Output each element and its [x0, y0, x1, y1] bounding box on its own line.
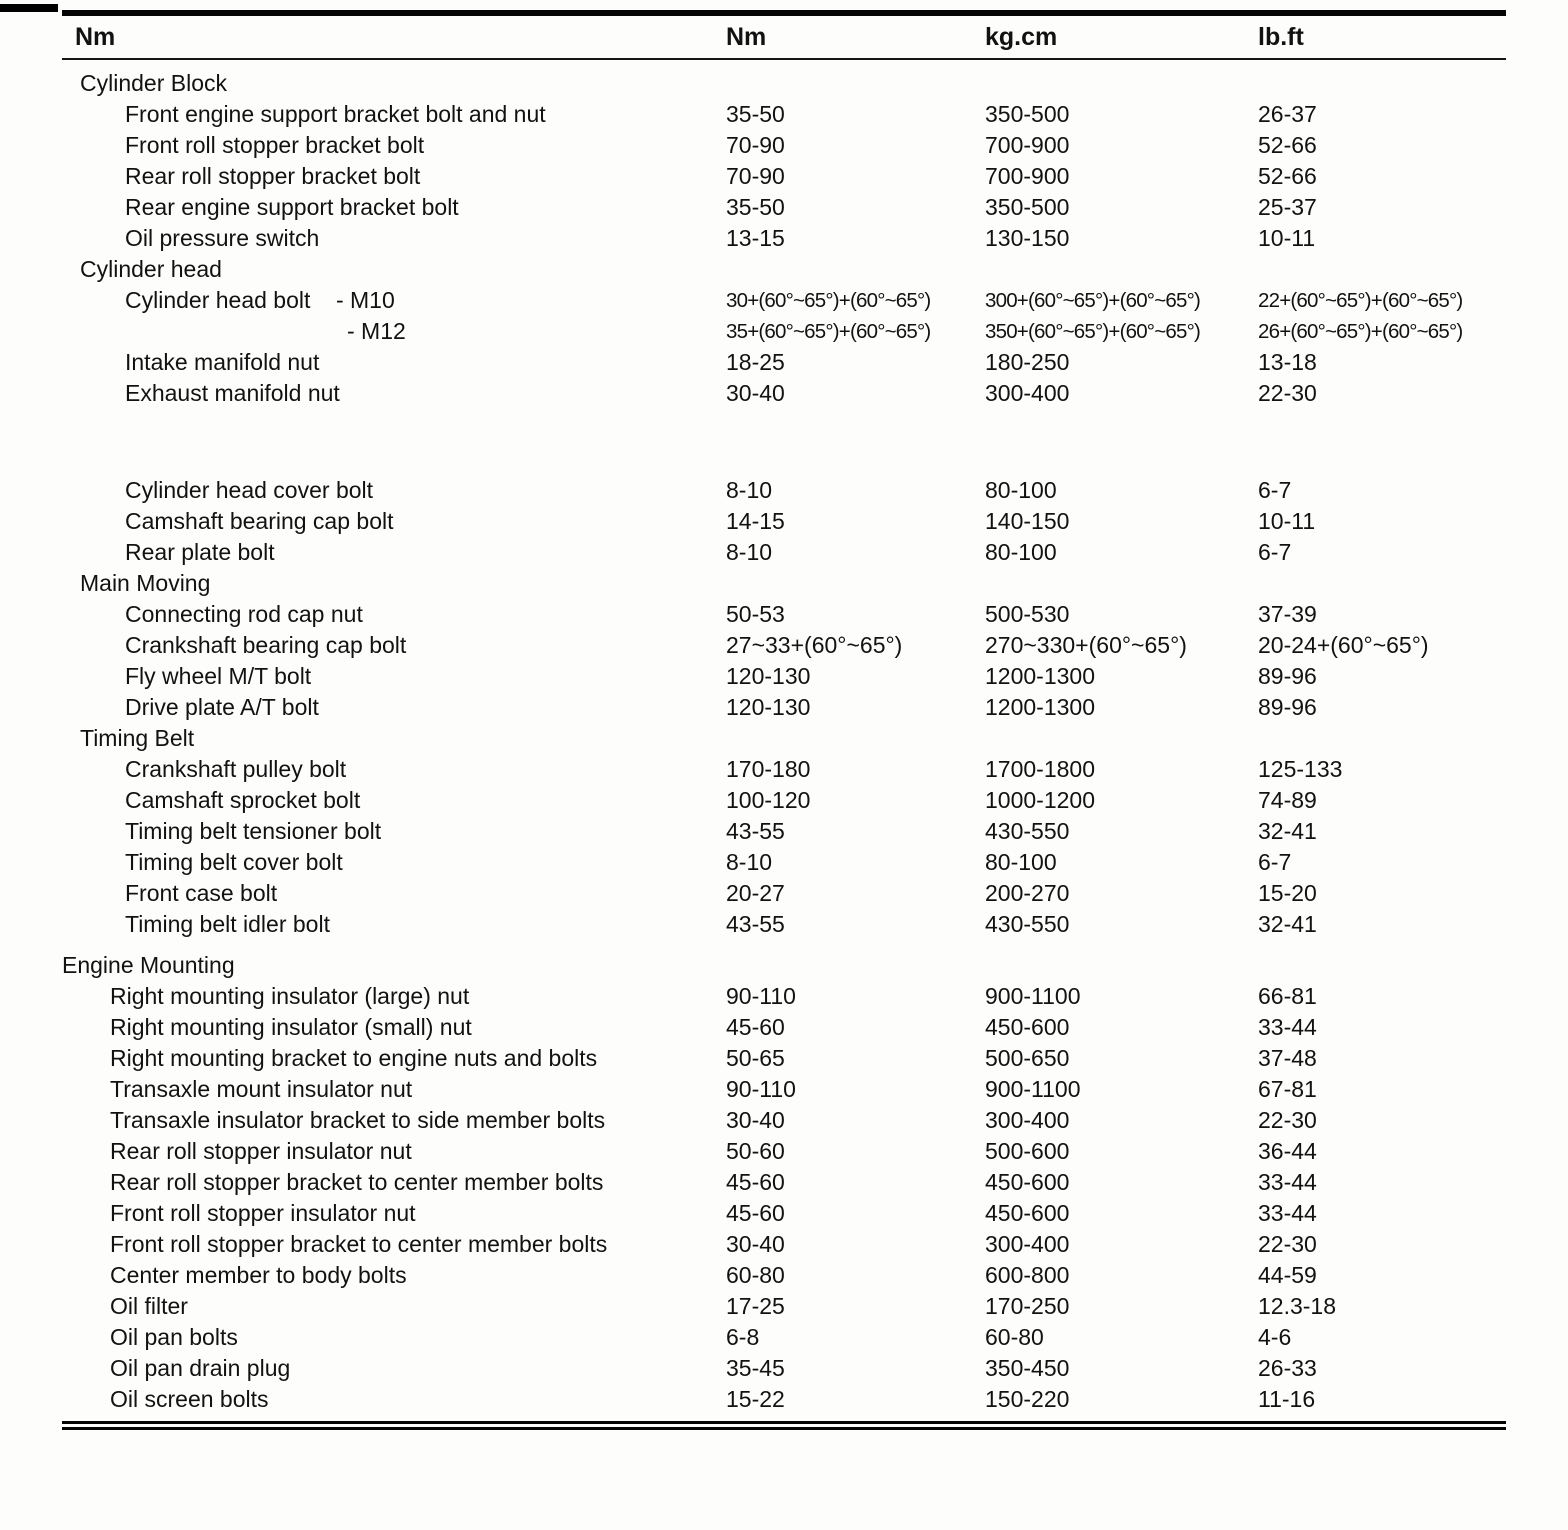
row-label: Front roll stopper insulator nut [110, 1200, 416, 1226]
value-nm: 30+(60°~65°)+(60°~65°) [726, 289, 931, 312]
row-label: Front roll stopper bracket bolt [125, 132, 425, 158]
table-row [62, 1322, 1506, 1353]
value-lbft: 37-39 [1258, 601, 1317, 627]
value-nm: 43-55 [726, 818, 785, 844]
value-kgcm: 700-900 [985, 163, 1070, 189]
table-row [62, 1198, 1506, 1229]
value-kgcm: 450-600 [985, 1169, 1070, 1195]
header-lbft-column: lb.ft [1258, 22, 1304, 51]
row-label: Front engine support bracket bolt and nut [125, 101, 546, 127]
header-nm-column: Nm [726, 22, 767, 51]
value-lbft: 52-66 [1258, 163, 1317, 189]
value-nm: 45-60 [726, 1169, 785, 1195]
table-row [62, 223, 1506, 254]
value-kgcm: 1000-1200 [985, 787, 1095, 813]
value-lbft: 12.3-18 [1258, 1293, 1337, 1319]
value-nm: 8-10 [726, 539, 773, 565]
row-label: Cylinder head cover bolt [125, 477, 374, 503]
table-row [62, 599, 1506, 630]
value-nm: 120-130 [726, 694, 811, 720]
value-kgcm: 500-600 [985, 1138, 1070, 1164]
value-lbft: 22-30 [1258, 1231, 1317, 1257]
table-row [62, 1384, 1506, 1415]
value-nm: 30-40 [726, 380, 785, 406]
row-label: Center member to body bolts [110, 1262, 407, 1288]
value-kgcm: 300-400 [985, 1231, 1070, 1257]
table-row [62, 537, 1506, 568]
value-nm: 35-50 [726, 101, 785, 127]
row-label: Intake manifold nut [125, 349, 320, 375]
table-header-row [62, 16, 1506, 58]
value-lbft: 32-41 [1258, 911, 1317, 937]
value-lbft: 13-18 [1258, 349, 1317, 375]
row-label: Oil pressure switch [125, 225, 320, 251]
value-nm: 8-10 [726, 849, 773, 875]
section-label: Cylinder head [80, 256, 222, 282]
value-nm: 50-53 [726, 601, 785, 627]
value-lbft: 26-37 [1258, 101, 1317, 127]
section-row [62, 950, 1506, 981]
section-label: Engine Mounting [62, 952, 235, 978]
value-kgcm: 80-100 [985, 849, 1057, 875]
value-kgcm: 1200-1300 [985, 663, 1095, 689]
table-row [62, 909, 1506, 940]
row-label: Timing belt cover bolt [125, 849, 343, 875]
table-row [62, 661, 1506, 692]
table-row [62, 878, 1506, 909]
value-nm: 43-55 [726, 911, 785, 937]
row-label: Crankshaft bearing cap bolt [125, 632, 407, 658]
value-lbft: 26+(60°~65°)+(60°~65°) [1258, 320, 1463, 343]
value-kgcm: 170-250 [985, 1293, 1070, 1319]
value-nm: 30-40 [726, 1107, 785, 1133]
table-row [62, 475, 1506, 506]
table-row [62, 816, 1506, 847]
value-lbft: 26-33 [1258, 1355, 1317, 1381]
row-label: Timing belt tensioner bolt [125, 818, 382, 844]
value-kgcm: 350-500 [985, 194, 1070, 220]
value-kgcm: 700-900 [985, 132, 1070, 158]
value-kgcm: 300-400 [985, 1107, 1070, 1133]
value-kgcm: 150-220 [985, 1386, 1070, 1412]
row-label: Camshaft sprocket bolt [125, 787, 361, 813]
value-nm: 27~33+(60°~65°) [726, 632, 903, 658]
value-nm: 30-40 [726, 1231, 785, 1257]
table-row [62, 161, 1506, 192]
value-lbft: 36-44 [1258, 1138, 1317, 1164]
value-lbft: 33-44 [1258, 1014, 1317, 1040]
value-lbft: 89-96 [1258, 694, 1317, 720]
table-row [62, 506, 1506, 537]
value-nm: 35-50 [726, 194, 785, 220]
scan-artifact [0, 4, 58, 12]
table-row [62, 630, 1506, 661]
row-label: Front roll stopper bracket to center member bolts [110, 1231, 608, 1257]
value-kgcm: 130-150 [985, 225, 1070, 251]
value-kgcm: 430-550 [985, 911, 1070, 937]
value-lbft: 67-81 [1258, 1076, 1317, 1102]
row-label: Oil pan drain plug [110, 1355, 291, 1381]
value-nm: 70-90 [726, 163, 785, 189]
row-label: Connecting rod cap nut [125, 601, 363, 627]
value-lbft: 6-7 [1258, 477, 1292, 503]
table-row [62, 1105, 1506, 1136]
value-lbft: 66-81 [1258, 983, 1317, 1009]
torque-spec-table-body [62, 68, 1506, 1415]
value-kgcm: 450-600 [985, 1200, 1070, 1226]
value-kgcm: 140-150 [985, 508, 1070, 534]
value-nm: 6-8 [726, 1324, 760, 1350]
value-nm: 18-25 [726, 349, 785, 375]
value-kgcm: 60-80 [985, 1324, 1044, 1350]
value-lbft: 4-6 [1258, 1324, 1292, 1350]
section-row [62, 568, 1506, 599]
value-kgcm: 80-100 [985, 477, 1057, 503]
value-kgcm: 300-400 [985, 380, 1070, 406]
table-row [62, 99, 1506, 130]
value-nm: 70-90 [726, 132, 785, 158]
value-kgcm: 80-100 [985, 539, 1057, 565]
table-row [62, 1353, 1506, 1384]
row-label: Rear roll stopper bracket bolt [125, 163, 421, 189]
header-kgcm-column: kg.cm [985, 22, 1058, 51]
row-label: Transaxle mount insulator nut [110, 1076, 413, 1102]
row-label: Right mounting insulator (large) nut [110, 983, 470, 1009]
value-nm: 45-60 [726, 1014, 785, 1040]
value-lbft: 22+(60°~65°)+(60°~65°) [1258, 289, 1463, 312]
value-kgcm: 450-600 [985, 1014, 1070, 1040]
table-row [62, 847, 1506, 878]
value-lbft: 10-11 [1258, 508, 1316, 534]
value-lbft: 6-7 [1258, 539, 1292, 565]
value-lbft: 33-44 [1258, 1169, 1317, 1195]
value-nm: 14-15 [726, 508, 785, 534]
value-nm: 170-180 [726, 756, 811, 782]
value-nm: 50-60 [726, 1138, 785, 1164]
value-lbft: 74-89 [1258, 787, 1317, 813]
value-nm: 45-60 [726, 1200, 785, 1226]
table-row [62, 981, 1506, 1012]
spacer-row [62, 409, 1506, 475]
row-label: Rear plate bolt [125, 539, 275, 565]
value-nm: 8-10 [726, 477, 773, 503]
value-nm: 60-80 [726, 1262, 785, 1288]
value-lbft: 33-44 [1258, 1200, 1317, 1226]
row-label: Transaxle insulator bracket to side member bolts [110, 1107, 606, 1133]
value-nm: 90-110 [726, 1076, 796, 1102]
value-nm: 15-22 [726, 1386, 785, 1412]
table-row [62, 1074, 1506, 1105]
row-label: Rear engine support bracket bolt [125, 194, 459, 220]
value-lbft: 125-133 [1258, 756, 1343, 782]
value-lbft: 37-48 [1258, 1045, 1317, 1071]
value-nm: 90-110 [726, 983, 796, 1009]
table-row [62, 130, 1506, 161]
table-row [62, 347, 1506, 378]
section-row [62, 723, 1506, 754]
table-row [62, 1229, 1506, 1260]
value-kgcm: 300+(60°~65°)+(60°~65°) [985, 289, 1200, 312]
value-kgcm: 350+(60°~65°)+(60°~65°) [985, 320, 1200, 343]
table-bottom-rule [62, 1421, 1506, 1430]
row-label: Right mounting insulator (small) nut [110, 1014, 472, 1040]
value-lbft: 10-11 [1258, 225, 1316, 251]
value-kgcm: 500-650 [985, 1045, 1070, 1071]
value-kgcm: 1200-1300 [985, 694, 1095, 720]
value-nm: 35+(60°~65°)+(60°~65°) [726, 320, 931, 343]
section-label: Cylinder Block [80, 70, 227, 96]
table-row [62, 754, 1506, 785]
row-label: Oil filter [110, 1293, 188, 1319]
section-row [62, 254, 1506, 285]
table-row [62, 1012, 1506, 1043]
section-label: Timing Belt [80, 725, 195, 751]
value-lbft: 20-24+(60°~65°) [1258, 632, 1429, 658]
value-kgcm: 200-270 [985, 880, 1070, 906]
value-kgcm: 1700-1800 [985, 756, 1095, 782]
row-label: Exhaust manifold nut [125, 380, 340, 406]
value-lbft: 32-41 [1258, 818, 1317, 844]
value-lbft: 11-16 [1258, 1386, 1316, 1412]
value-kgcm: 900-1100 [985, 983, 1081, 1009]
table-row [62, 192, 1506, 223]
row-label: Fly wheel M/T bolt [125, 663, 312, 689]
value-kgcm: 270~330+(60°~65°) [985, 632, 1187, 658]
value-nm: 17-25 [726, 1293, 785, 1319]
value-lbft: 44-59 [1258, 1262, 1317, 1288]
value-lbft: 22-30 [1258, 380, 1317, 406]
section-row [62, 68, 1506, 99]
value-lbft: 6-7 [1258, 849, 1292, 875]
table-row [62, 1167, 1506, 1198]
row-label: Rear roll stopper bracket to center member bolts [110, 1169, 604, 1195]
table-row [62, 316, 1506, 347]
row-label: Oil screen bolts [110, 1386, 269, 1412]
table-row [62, 285, 1506, 316]
value-nm: 120-130 [726, 663, 811, 689]
value-lbft: 52-66 [1258, 132, 1317, 158]
value-kgcm: 350-450 [985, 1355, 1070, 1381]
row-label: Crankshaft pulley bolt [125, 756, 347, 782]
value-lbft: 22-30 [1258, 1107, 1317, 1133]
value-kgcm: 500-530 [985, 601, 1070, 627]
table-row [62, 785, 1506, 816]
table-row [62, 1260, 1506, 1291]
value-lbft: 89-96 [1258, 663, 1317, 689]
row-label: Cylinder head bolt - M10 [125, 287, 395, 313]
row-label: - M12 [347, 318, 406, 344]
header-divider-rule [62, 58, 1506, 60]
header-item-column: Nm [75, 22, 116, 51]
table-row [62, 378, 1506, 409]
value-kgcm: 430-550 [985, 818, 1070, 844]
row-label: Oil pan bolts [110, 1324, 238, 1350]
value-nm: 100-120 [726, 787, 811, 813]
value-nm: 13-15 [726, 225, 785, 251]
value-nm: 35-45 [726, 1355, 785, 1381]
value-kgcm: 600-800 [985, 1262, 1070, 1288]
row-label: Rear roll stopper insulator nut [110, 1138, 412, 1164]
row-label: Front case bolt [125, 880, 278, 906]
row-label: Camshaft bearing cap bolt [125, 508, 394, 534]
table-row [62, 1291, 1506, 1322]
value-lbft: 25-37 [1258, 194, 1317, 220]
row-label: Right mounting bracket to engine nuts and bolts [110, 1045, 598, 1071]
value-lbft: 15-20 [1258, 880, 1317, 906]
value-kgcm: 350-500 [985, 101, 1070, 127]
value-kgcm: 180-250 [985, 349, 1070, 375]
table-row [62, 1136, 1506, 1167]
value-kgcm: 900-1100 [985, 1076, 1081, 1102]
row-label: Timing belt idler bolt [125, 911, 330, 937]
value-nm: 20-27 [726, 880, 785, 906]
table-row [62, 692, 1506, 723]
row-label: Drive plate A/T bolt [125, 694, 319, 720]
section-label: Main Moving [80, 570, 211, 596]
table-row [62, 1043, 1506, 1074]
value-nm: 50-65 [726, 1045, 785, 1071]
